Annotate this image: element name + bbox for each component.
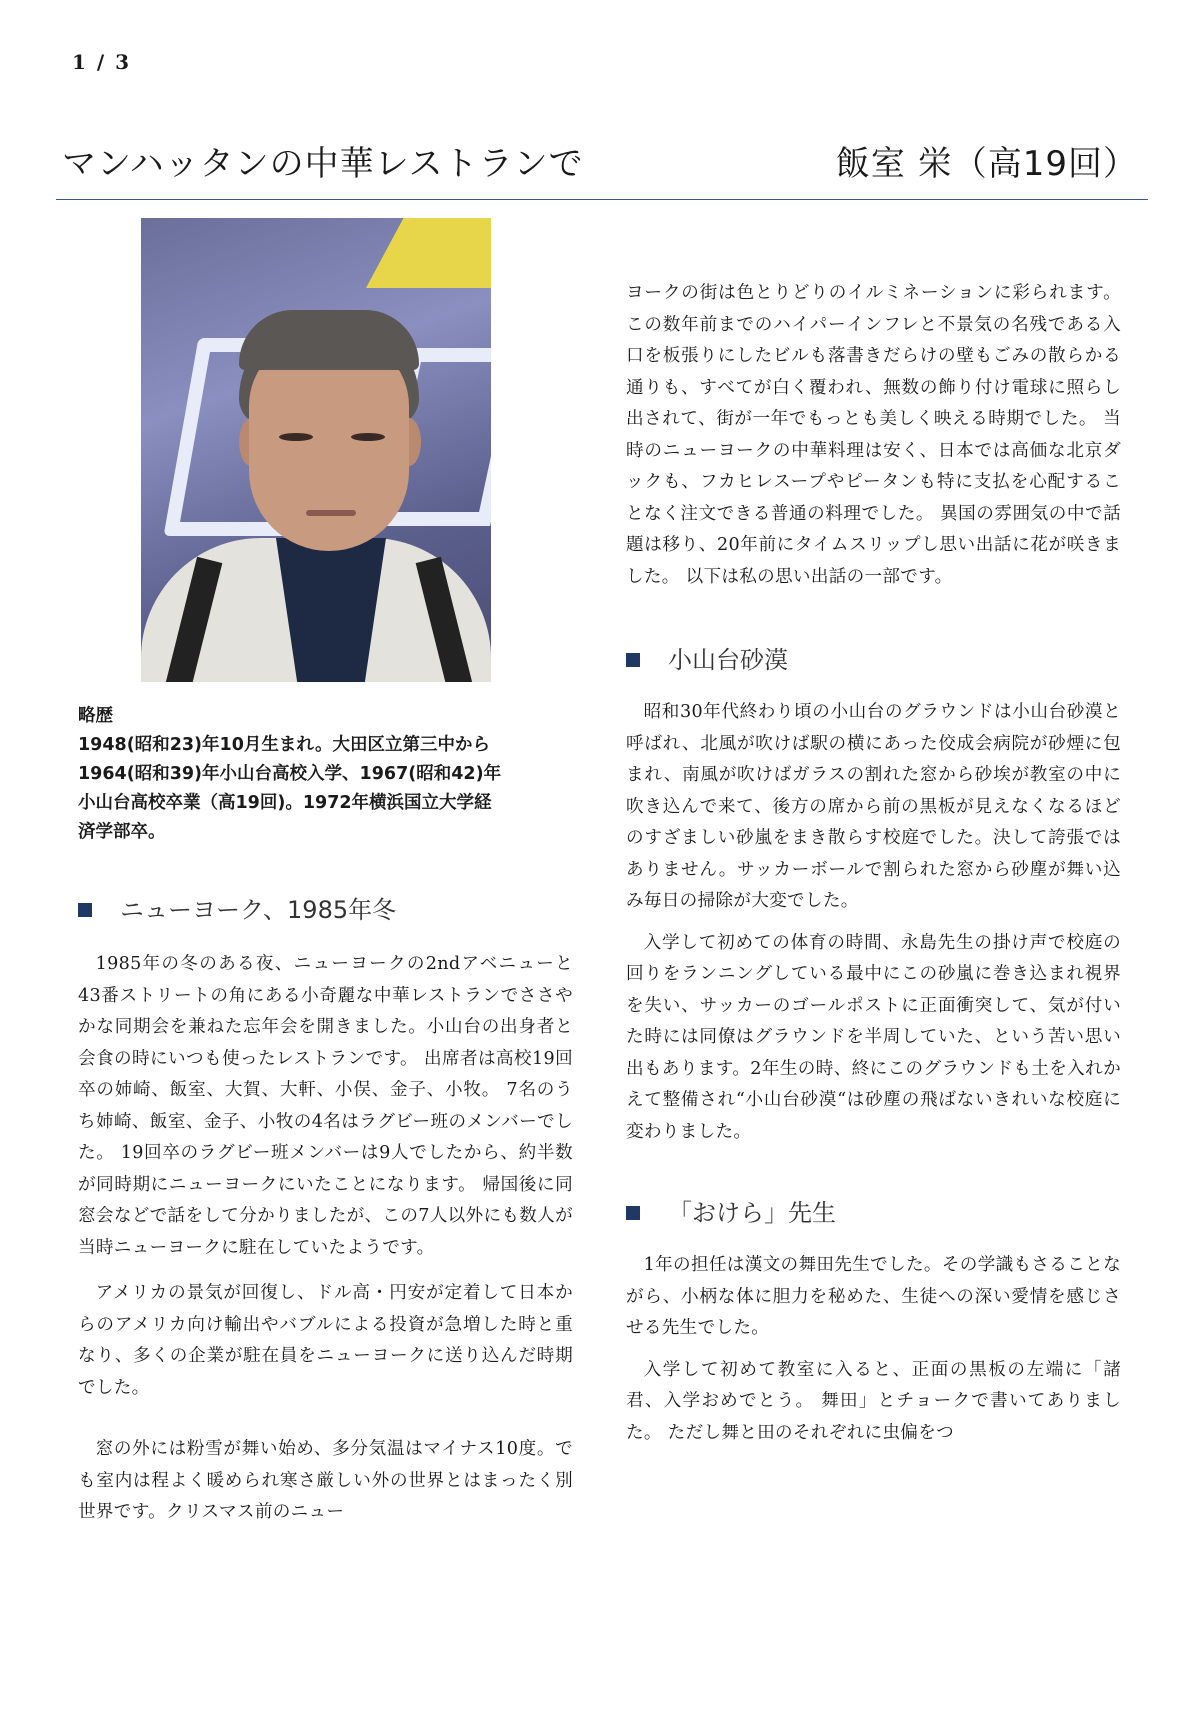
- left-column: [78, 218, 573, 1529]
- heading-square-icon: [626, 1206, 640, 1220]
- paragraph: 入学して初めての体育の時間、永島先生の掛け声で校庭の回りをランニングしている最中にこの砂嵐に巻き込まれ視界を失い、サッカーのゴールポストに正面衝突して、気が付いた時には同僚はグラウンドを半周していた、という苦い思い出もあります。2年生の時、終にこのグラウンドも土を入れかえて整備され“小山台砂漠“は砂塵の飛ばないきれいな校庭に変わりました。: [626, 932, 1121, 1142]
- heading-text: 「おけら」先生: [668, 1199, 836, 1227]
- article-title: マンハッタンの中華レストランで: [62, 144, 584, 184]
- paragraph: 窓の外には粉雪が舞い始め、多分気温はマイナス10度。でも室内は程よく暖められ寒さ厳しい外の世界とはまったく別世界です。クリスマス前のニュー: [78, 1439, 573, 1522]
- bio-text: 1948(昭和23)年10月生まれ。大田区立第三中から 1964(昭和39)年小山台高校入学、1967(昭和42)年 小山台高校卒業（高19回)。1972年横浜国立大学経 済学部卒。: [78, 735, 502, 842]
- bio-block: [78, 702, 573, 847]
- paragraph: アメリカの景気が回復し、ドル高・円安が定着して日本からのアメリカ向け輸出やバブルによる投資が急増した時と重なり、多くの企業が駐在員をニューヨークに送り込んだ時期でした。: [78, 1283, 573, 1398]
- bio-label: 略歴: [78, 706, 113, 726]
- paragraph: 昭和30年代終わり頃の小山台のグラウンドは小山台砂漠と呼ばれ、北風が吹けば駅の横にあった佼成会病院が砂煙に包まれ、南風が吹けばガラスの割れた窓から砂埃が教室の中に吹き込んで来て、後方の席から前の黒板が見えなくなるほどのすざましい砂嵐をまき散らす校庭でした。決して誇張ではありません。サッカーボールで割られた窓から砂塵が舞い込み毎日の掃除が大変でした。: [626, 702, 1121, 911]
- section-heading-teacher: [626, 1198, 1121, 1228]
- author-portrait: [141, 218, 491, 682]
- page-number: 1 / 3: [72, 50, 132, 74]
- heading-square-icon: [626, 653, 640, 667]
- author-name: 飯室 栄（高19回）: [835, 144, 1138, 184]
- heading-square-icon: [78, 903, 92, 917]
- paragraph: 1年の担任は漢文の舞田先生でした。その学識もさることながら、小柄な体に胆力を秘めた、生徒への深い愛情を感じさせる先生でした。: [626, 1255, 1121, 1338]
- heading-text: 小山台砂漠: [668, 646, 788, 674]
- section-heading-desert: [626, 645, 1121, 675]
- paragraph: 入学して初めて教室に入ると、正面の黒板の左端に「諸君、入学おめでとう。 舞田」とチョークで書いてありました。 ただし舞と田のそれぞれに虫偏をつ: [626, 1359, 1121, 1443]
- paragraph: ヨークの街は色とりどりのイルミネーションに彩られます。 この数年前までのハイパーインフレと不景気の名残である入口を板張りにしたビルも落書きだらけの壁もごみの散らかる通りも、すべてが白く覆われ、無数の飾り付け電球に照らし出されて、街が一年でもっとも美しく映える時期でした。 当時のニューヨークの中華料理は安く、日本では高価な北京ダックも、フカヒレスープやピータンも特に支払を心配することなく注文できる普通の料理でした。 異国の雰囲気の中で話題は移り、20年前にタイムスリップし思い出話に花が咲きました。 以下は私の思い出話の一部です。: [626, 283, 1121, 587]
- header-divider: [56, 199, 1148, 200]
- section-heading-ny: [78, 895, 573, 925]
- paragraph: 1985年の冬のある夜、ニューヨークの2ndアベニューと43番ストリートの角にある小奇麗な中華レストランでささやかな同期会を兼ねた忘年会を開きました。小山台の出身者と会食の時にいつも使ったレストランです。 出席者は高校19回卒の姉崎、飯室、大賀、大軒、小俣、金子、小牧。 7名のうち姉崎、飯室、金子、小牧の4名はラグビー班のメンバーでした。 19回卒のラグビー班メンバーは9人でしたから、約半数が同時期にニューヨークにいたことになります。 帰国後に同窓会などで話をして分かりましたが、この7人以外にも数人が当時ニューヨークに駐在していたようです。: [78, 954, 573, 1258]
- right-column: [626, 278, 1121, 1449]
- heading-text: ニューヨーク、1985年冬: [120, 896, 397, 924]
